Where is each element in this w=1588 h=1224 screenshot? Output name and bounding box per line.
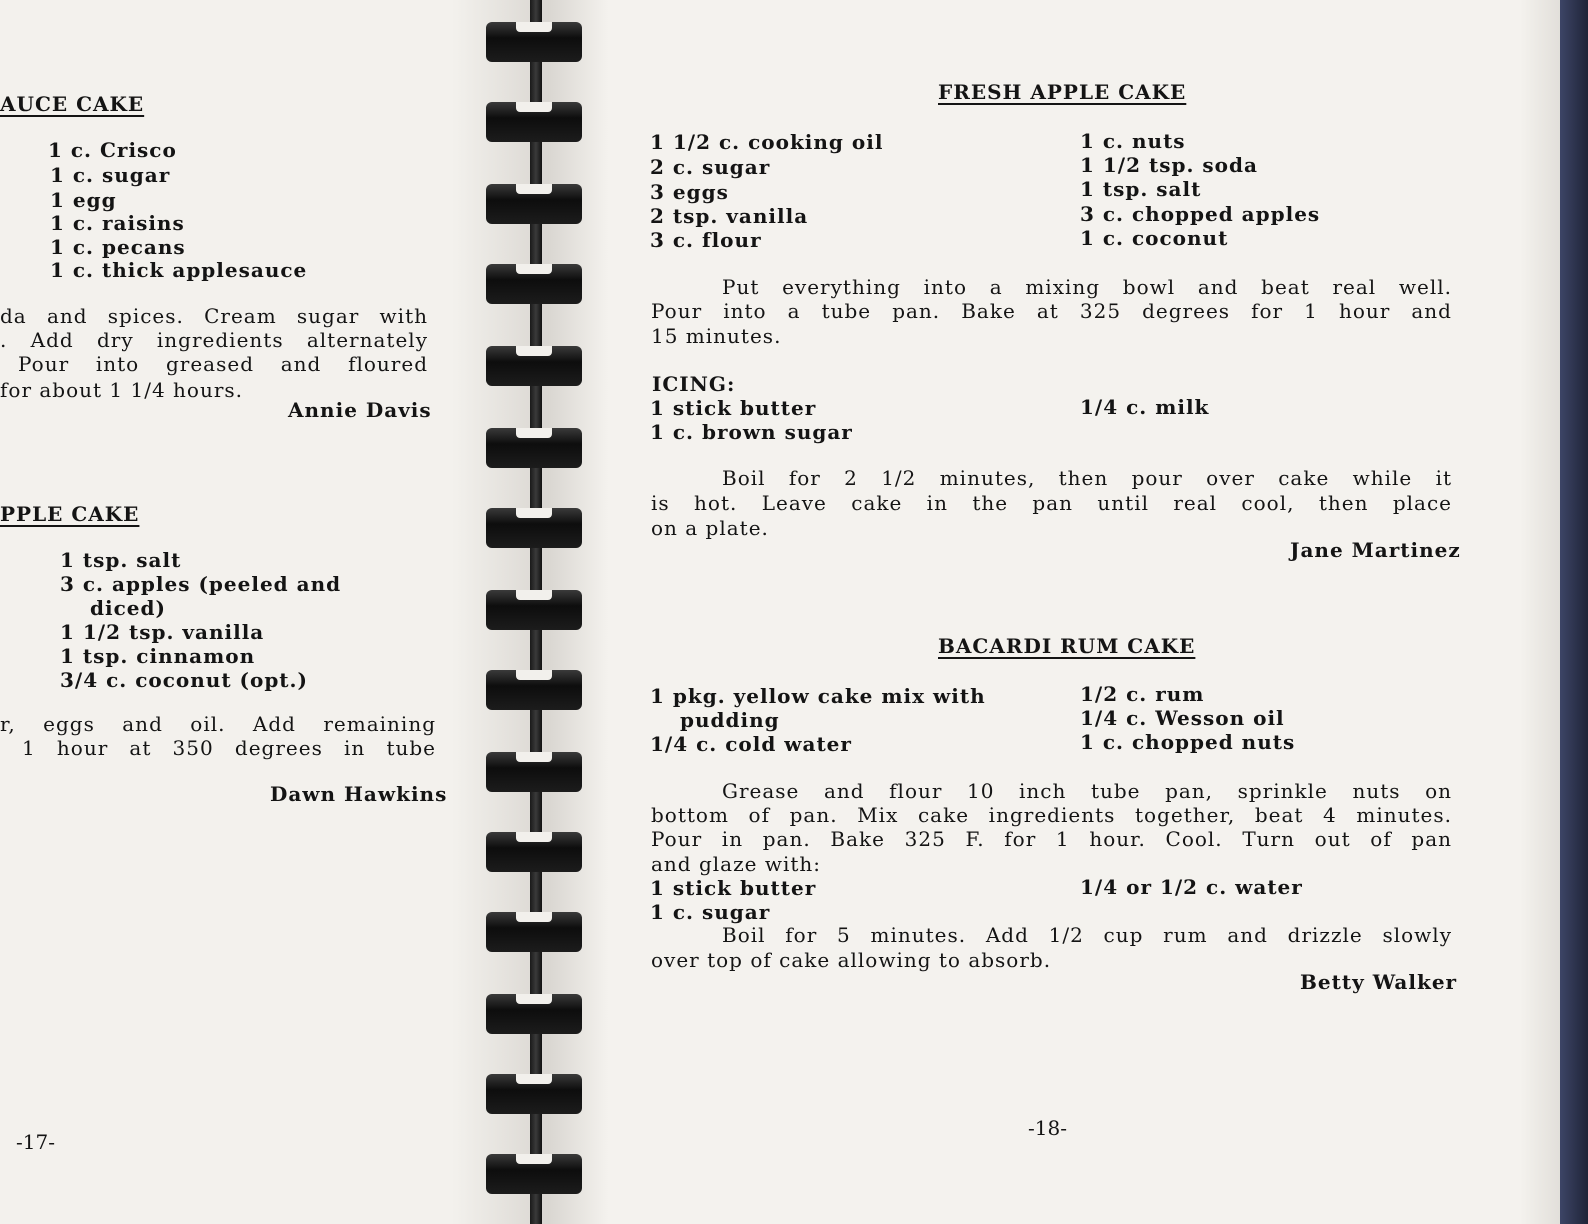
binding-loop [486,1074,582,1114]
binding-loop [486,832,582,872]
ingredient: 1/4 c. Wesson oil [1080,706,1285,730]
page-number-left: -17- [16,1130,55,1154]
recipe2-author: Dawn Hawkins [270,782,448,806]
directions-line: is hot. Leave cake in the pan until real cool, then place [651,491,1452,515]
recipe2-ingredient: 1 tsp. cinnamon [60,644,256,668]
recipe2-ingredient: 1 1/2 tsp. vanilla [60,620,265,644]
recipe2-ingredient: 3 c. apples (peeled and [60,572,342,596]
fresh-apple-cake-title: FRESH APPLE CAKE [938,80,1187,104]
ingredient: 1 c. sugar [650,900,771,924]
ingredient: 1/4 or 1/2 c. water [1080,875,1303,899]
recipe2-directions-line: 1 hour at 350 degrees in tube [22,736,436,760]
binding-loop [486,346,582,386]
directions-line: 15 minutes. [651,324,782,348]
directions-line: Grease and flour 10 inch tube pan, sprinkle nuts on [722,779,1452,803]
ingredient: 3 eggs [650,180,729,204]
ingredient: 1 c. nuts [1080,129,1186,153]
recipe1-ingredient: 1 c. sugar [50,163,171,187]
ingredient: 1 stick butter [650,396,817,420]
directions-line: Pour into a tube pan. Bake at 325 degrees for 1 hour and [651,299,1452,323]
page-number-right: -18- [1028,1116,1067,1140]
bacardi-rum-cake-title: BACARDI RUM CAKE [938,634,1196,658]
recipe1-ingredient: 1 c. Crisco [48,138,177,162]
ingredient: pudding [680,708,780,732]
ingredient: 3 c. chopped apples [1080,202,1321,226]
directions-line: and glaze with: [651,852,821,876]
right-page [548,0,1560,1224]
directions-line: Boil for 5 minutes. Add 1/2 cup rum and drizzle slowly [722,923,1452,947]
ingredient: 1 pkg. yellow cake mix with [650,684,986,708]
recipe2-ingredient: diced) [90,596,166,620]
icing-label: ICING: [652,372,736,396]
recipe1-title: AUCE CAKE [0,92,145,116]
recipe-author: Jane Martinez [1290,538,1461,562]
ingredient: 1 1/2 tsp. soda [1080,153,1258,177]
directions-line: Put everything into a mixing bowl and beat real well. [722,275,1452,299]
ingredient: 2 c. sugar [650,155,771,179]
ingredient: 2 tsp. vanilla [650,204,809,228]
binding-loop [486,752,582,792]
binding-loop [486,184,582,224]
ingredient: 1 c. brown sugar [650,420,853,444]
directions-line: on a plate. [651,516,769,540]
ingredient: 1/2 c. rum [1080,682,1205,706]
recipe2-ingredient: 1 tsp. salt [60,548,182,572]
recipe2-directions-line: r, eggs and oil. Add remaining [0,712,436,736]
directions-line: bottom of pan. Mix cake ingredients together, beat 4 minutes. [651,803,1452,827]
directions-line: Boil for 2 1/2 minutes, then pour over cake while it [722,466,1452,490]
recipe1-ingredient: 1 c. thick applesauce [50,258,308,282]
binding-loop [486,912,582,952]
recipe1-directions-line: for about 1 1/4 hours. [0,378,244,402]
recipe1-ingredient: 1 egg [50,188,117,212]
ingredient: 1 stick butter [650,876,817,900]
ingredient: 1 c. chopped nuts [1080,730,1296,754]
binding-loop [486,102,582,142]
cover-edge [1560,0,1588,1224]
recipe2-title: PPLE CAKE [0,502,140,526]
ingredient: 1/4 c. cold water [650,732,852,756]
directions-line: over top of cake allowing to absorb. [651,948,1052,972]
ingredient: 1/4 c. milk [1080,395,1210,419]
binding-loop [486,428,582,468]
directions-line: Pour in pan. Bake 325 F. for 1 hour. Cool. Turn out of pan [651,827,1452,851]
binding-loop [486,508,582,548]
recipe1-author: Annie Davis [288,398,432,422]
recipe1-ingredient: 1 c. pecans [50,235,186,259]
recipe1-ingredient: 1 c. raisins [50,211,185,235]
ingredient: 1 1/2 c. cooking oil [650,130,884,154]
left-page [0,0,532,1224]
binding-loop [486,994,582,1034]
recipe1-directions-line: . Add dry ingredients alternately [0,328,428,352]
recipe1-directions-line: Pour into greased and floured [18,352,428,376]
ingredient: 1 tsp. salt [1080,177,1202,201]
binding-loop [486,670,582,710]
recipe2-ingredient: 3/4 c. coconut (opt.) [60,668,308,692]
binding-loop [486,1154,582,1194]
binding-loop [486,264,582,304]
recipe1-directions-line: da and spices. Cream sugar with [0,304,428,328]
ingredient: 3 c. flour [650,228,762,252]
binding-loop [486,22,582,62]
binding-loop [486,590,582,630]
ingredient: 1 c. coconut [1080,226,1229,250]
spiral-binding [486,0,586,1224]
recipe-author: Betty Walker [1300,970,1458,994]
